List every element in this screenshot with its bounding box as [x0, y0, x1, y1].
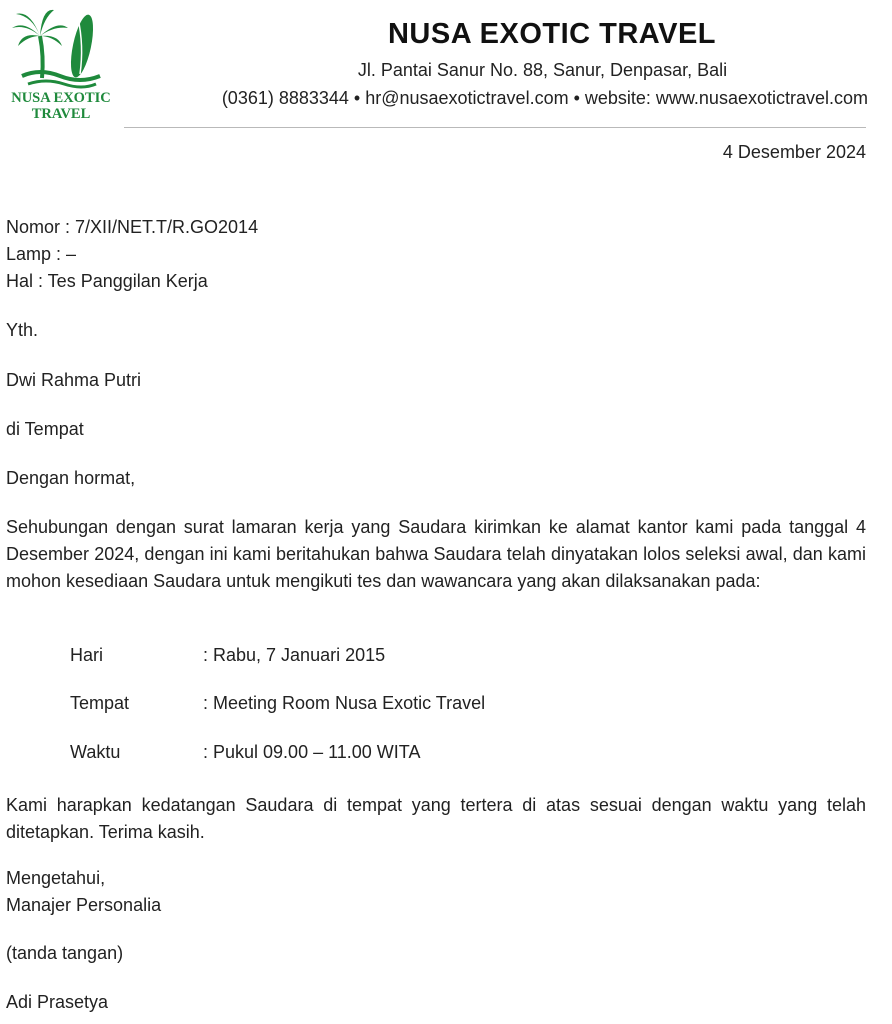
header-divider [124, 127, 866, 128]
signature-acknowledge: Mengetahui, [6, 868, 106, 888]
company-logo [4, 6, 116, 124]
signature-title: Manajer Personalia [6, 895, 162, 915]
recipient-place: di Tempat [6, 419, 84, 439]
closing-paragraph: Kami harapkan kedatangan Saudara di tempat yang tertera di atas sesuai dengan waktu yang telah ditetapkan. Terima kasih. [6, 795, 866, 842]
company-name: NUSA EXOTIC TRAVEL [387, 18, 716, 50]
logo-text [4, 90, 118, 122]
detail-label-time: Waktu [70, 742, 121, 762]
detail-value-day: : Rabu, 7 Januari 2015 [203, 645, 386, 665]
detail-value-time: : Pukul 09.00 – 11.00 WITA [203, 742, 421, 762]
letter-subject: Hal : Tes Panggilan Kerja [6, 271, 208, 291]
letter-attachment: Lamp : – [6, 244, 77, 264]
body-paragraph: Sehubungan dengan surat lamaran kerja yang Saudara kirimkan ke alamat kantor kami pada tanggal 4 Desember 2024, dengan ini kami beritahukan bahwa Saudara telah dinyatakan lolos seleksi awal, dan kami mohon kesediaan Saudara untuk mengikuti tes dan wawancara yang akan dilaksanakan pada: [6, 517, 866, 591]
logo-text-line2: TRAVEL [31, 106, 91, 122]
detail-label-day: Hari [70, 645, 104, 665]
detail-value-place: : Meeting Room Nusa Exotic Travel [203, 693, 486, 713]
letter-number: Nomor : 7/XII/NET.T/R.GO2014 [6, 217, 259, 237]
greeting: Dengan hormat, [6, 468, 136, 488]
logo-text-line1: NUSA EXOTIC [11, 90, 111, 106]
recipient-salutation: Yth. [6, 320, 39, 340]
signature-placeholder: (tanda tangan) [6, 943, 124, 963]
recipient-name: Dwi Rahma Putri [6, 370, 142, 390]
detail-label-place: Tempat [70, 693, 130, 713]
company-contact: (0361) 8883344 • hr@nusaexotictravel.com • website: www.nusaexotictravel.com [221, 88, 868, 108]
palm-tree-surfboard-icon [10, 6, 110, 90]
letter-date: 4 Desember 2024 [722, 142, 866, 162]
signatory-name: Adi Prasetya [6, 992, 109, 1012]
company-address: Jl. Pantai Sanur No. 88, Sanur, Denpasar, Bali [357, 60, 728, 80]
